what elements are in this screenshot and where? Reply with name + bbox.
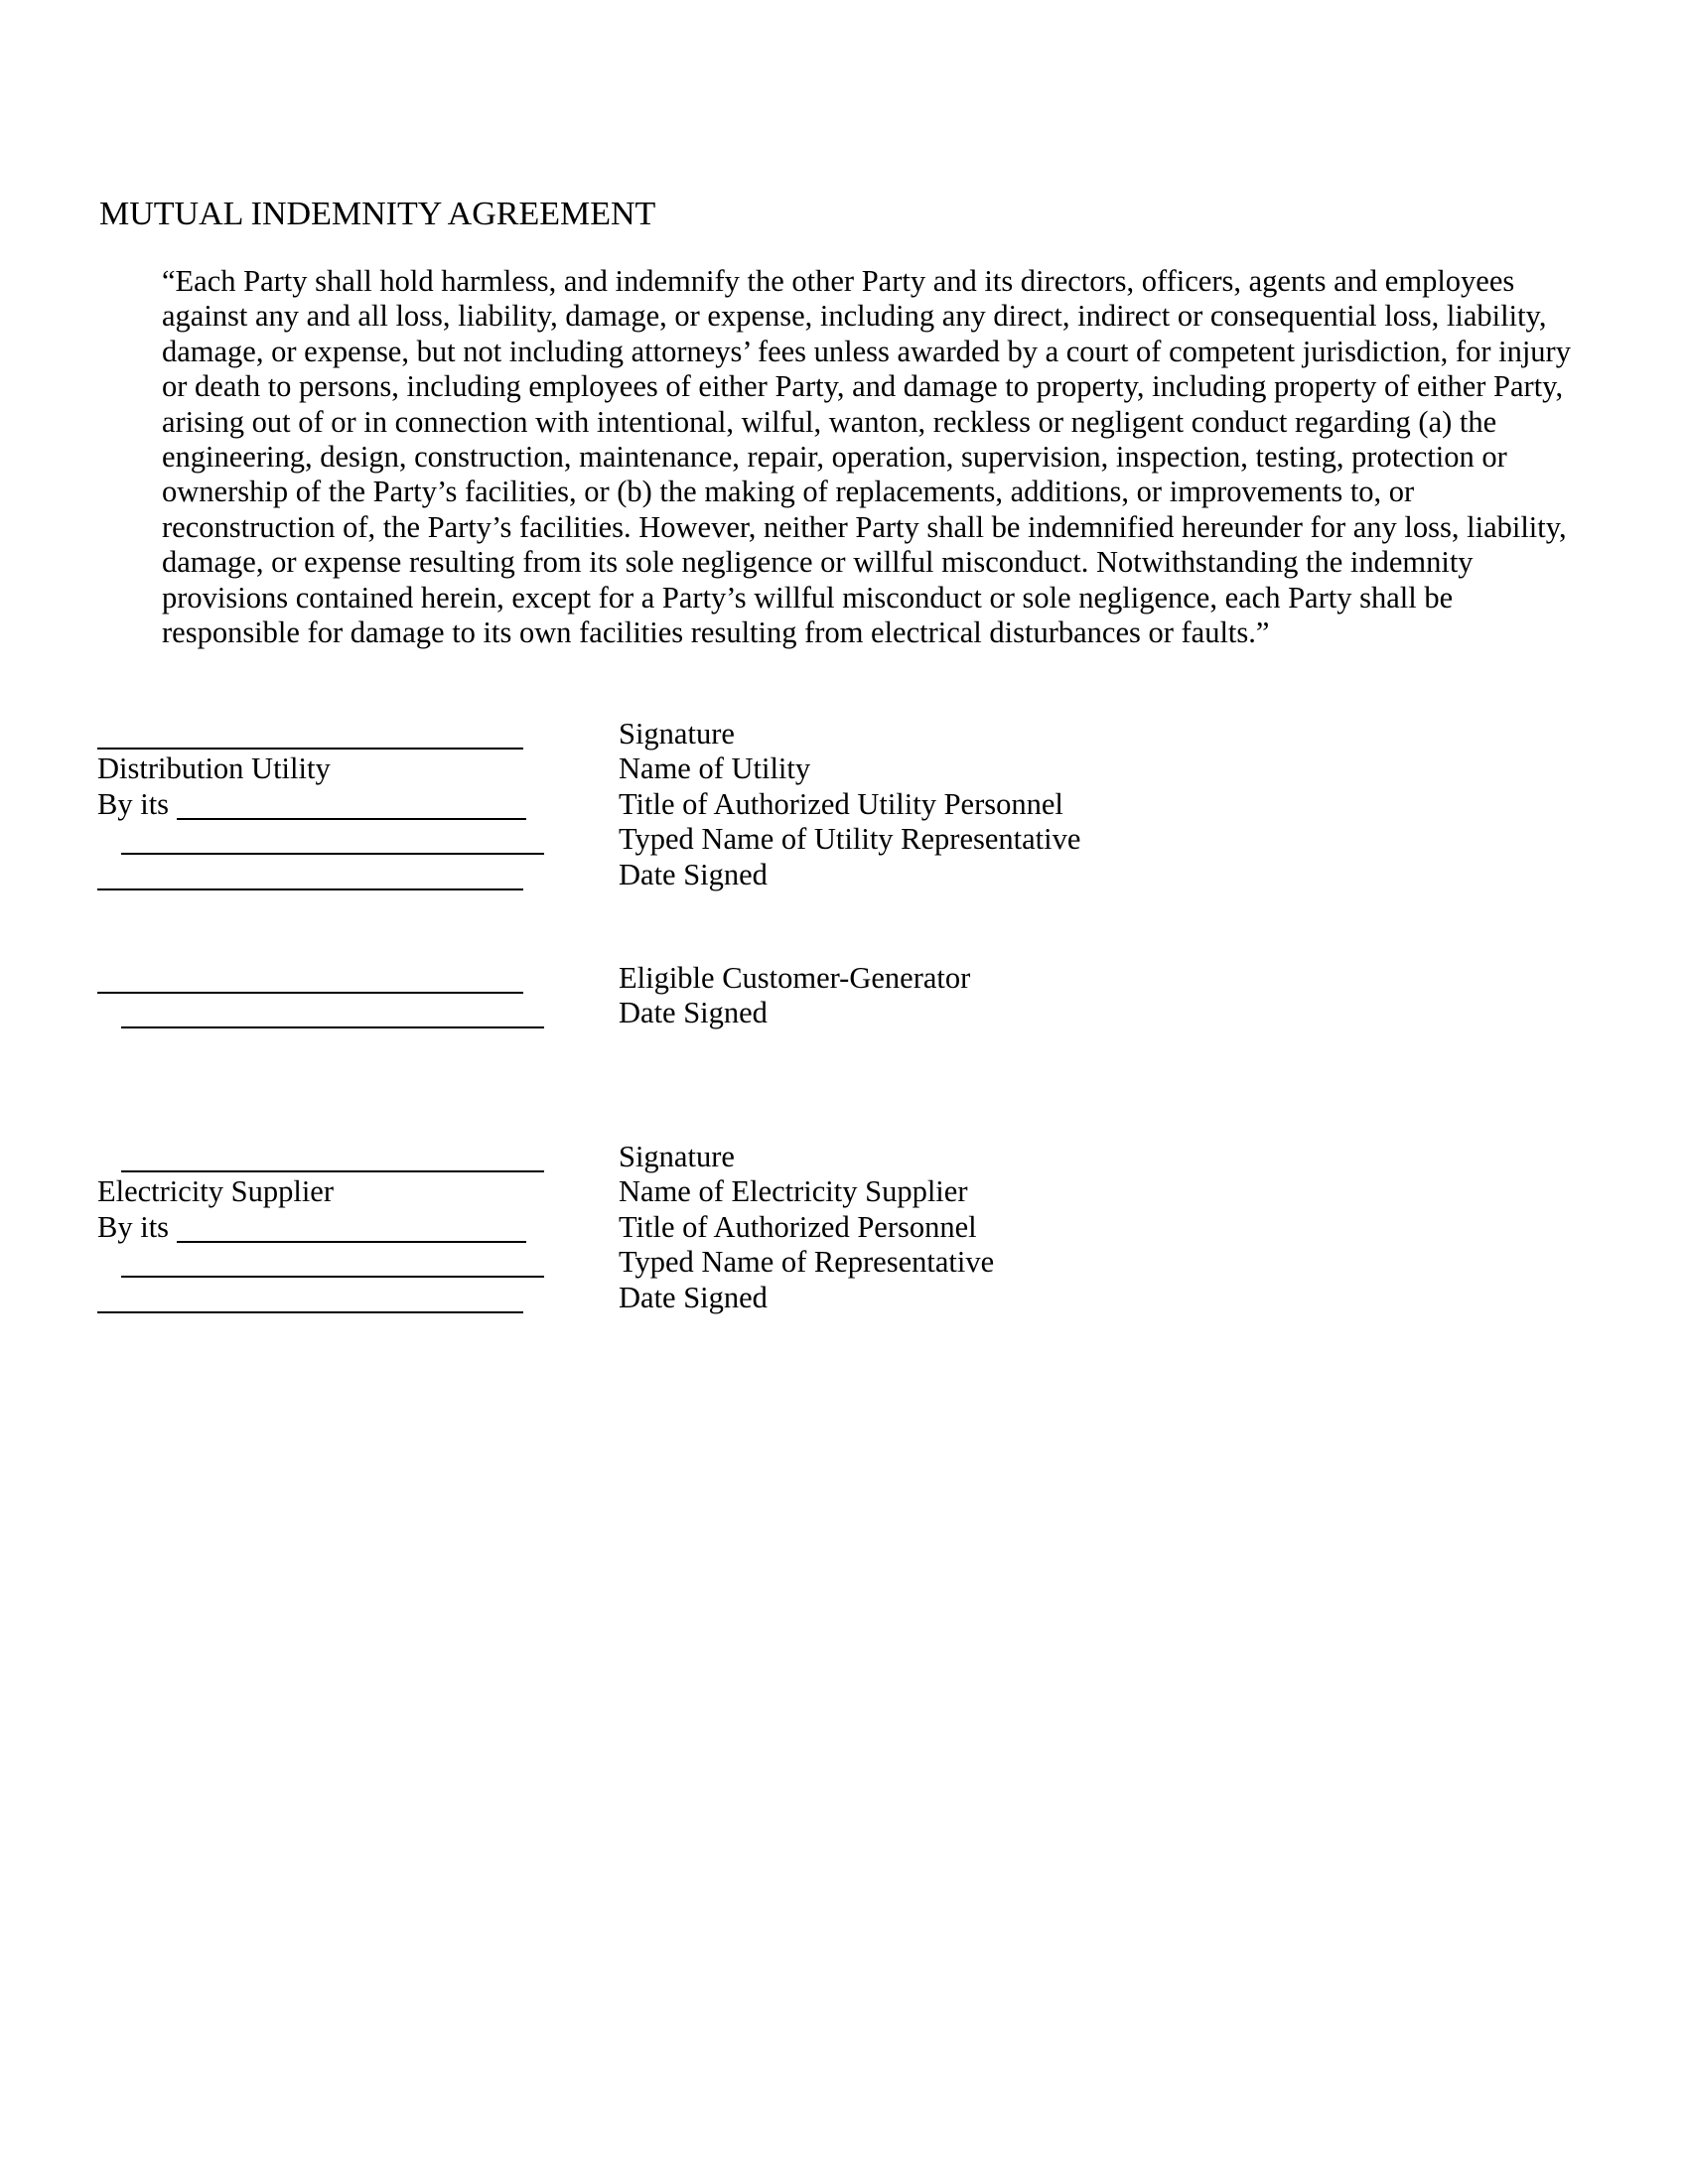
customer-signature-line[interactable]	[97, 988, 523, 994]
utility-title-line[interactable]	[177, 814, 526, 820]
signature-block-supplier	[97, 1140, 1190, 1315]
supplier-title-row	[97, 1210, 1190, 1245]
supplier-date-line[interactable]	[97, 1307, 523, 1313]
utility-typed-name-row	[97, 822, 1190, 857]
clause-line: damage, or expense resulting from its sole negligence or willful misconduct. Notwithstanding the indemnity	[162, 545, 1474, 580]
field-label: Name of Electricity Supplier	[619, 1174, 968, 1209]
supplier-date-row	[97, 1281, 1190, 1315]
indemnity-clause	[162, 264, 1571, 650]
clause-line: responsible for damage to its own facilities resulting from electrical disturbances or faults.”	[162, 615, 1270, 650]
utility-title-row	[97, 787, 1190, 822]
field-label: Date Signed	[619, 996, 768, 1030]
field-label: Title of Authorized Utility Personnel	[619, 786, 1063, 821]
field-label: Name of Utility	[619, 751, 811, 786]
customer-date-row	[97, 996, 1190, 1030]
supplier-signature-line[interactable]	[121, 1166, 544, 1172]
clause-line: against any and all loss, liability, damage, or expense, including any direct, indirect or consequential loss, liability,	[162, 299, 1547, 334]
clause-line: arising out of or in connection with intentional, wilful, wanton, reckless or negligent conduct regarding (a) the	[162, 404, 1497, 439]
supplier-typed-name-line[interactable]	[121, 1272, 544, 1278]
customer-date-line[interactable]	[121, 1023, 544, 1028]
supplier-signature-row	[97, 1140, 1190, 1174]
customer-signature-row	[97, 961, 1190, 996]
by-its-label: By its	[97, 786, 170, 821]
field-label: Date Signed	[619, 1280, 768, 1314]
utility-typed-name-line[interactable]	[121, 849, 544, 855]
signature-block-customer-generator	[97, 961, 1190, 1031]
supplier-party-name: Electricity Supplier	[97, 1174, 334, 1209]
clause-line: “Each Party shall hold harmless, and indemnify the other Party and its directors, officers, agents and employees	[162, 264, 1515, 298]
clause-line: or death to persons, including employees of either Party, and damage to property, including property of either Party,	[162, 369, 1564, 404]
supplier-typed-name-row	[97, 1245, 1190, 1280]
clause-line: damage, or expense, but not including attorneys’ fees unless awarded by a court of competent jurisdiction, for injury	[162, 334, 1571, 368]
field-label: Eligible Customer-Generator	[619, 961, 971, 995]
field-label: Title of Authorized Personnel	[619, 1209, 977, 1244]
field-label: Typed Name of Representative	[619, 1245, 995, 1280]
utility-date-line[interactable]	[97, 885, 523, 890]
utility-signature-line[interactable]	[97, 744, 523, 750]
signature-block-utility	[97, 717, 1190, 892]
clause-line: provisions contained herein, except for a Party’s willful misconduct or sole negligence, each Party shall be	[162, 580, 1454, 614]
field-label: Signature	[619, 1140, 735, 1173]
utility-date-row	[97, 858, 1190, 892]
utility-signature-row	[97, 717, 1190, 751]
utility-name-row	[97, 751, 1190, 786]
supplier-title-line[interactable]	[177, 1237, 526, 1243]
clause-line: reconstruction of, the Party’s facilities. However, neither Party shall be indemnified hereunder for any loss, liability,	[162, 509, 1567, 544]
utility-party-name: Distribution Utility	[97, 751, 331, 786]
field-label: Typed Name of Utility Representative	[619, 822, 1081, 857]
clause-line: ownership of the Party’s facilities, or (b) the making of replacements, additions, or improvements to, or	[162, 475, 1415, 509]
field-label: Signature	[619, 717, 735, 751]
document-title: MUTUAL INDEMNITY AGREEMENT	[99, 196, 656, 232]
field-label: Date Signed	[619, 857, 768, 891]
clause-line: engineering, design, construction, maintenance, repair, operation, supervision, inspection, testing, protection or	[162, 440, 1507, 475]
supplier-name-row	[97, 1174, 1190, 1209]
by-its-label: By its	[97, 1209, 170, 1244]
